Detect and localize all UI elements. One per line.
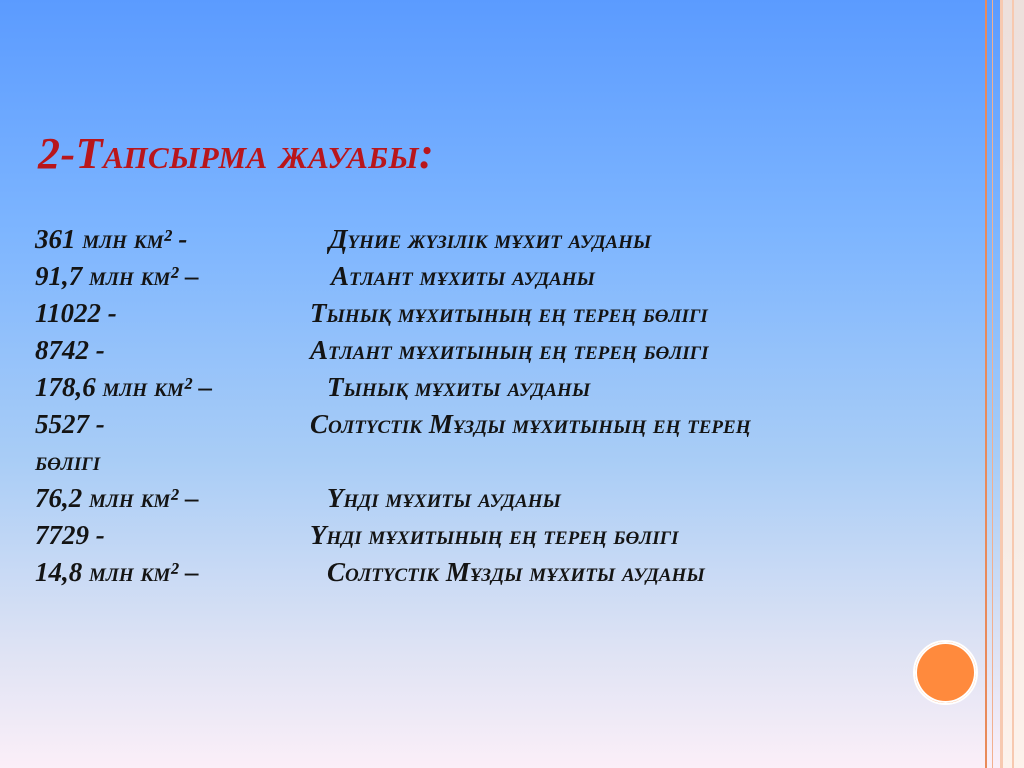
item-value: 8742 - (35, 335, 105, 365)
list-item (35, 335, 975, 372)
list-item (35, 483, 975, 520)
item-description: Үнді мұхиты ауданы (327, 483, 561, 513)
item-description: Тынық мұхиты ауданы (327, 372, 591, 402)
item-value: 14,8 млн км² – (35, 557, 199, 587)
list-item (35, 372, 975, 409)
item-value: 91,7 млн км² – (35, 261, 199, 291)
item-description: Үнді мұхитының ең терең бөлігі (310, 520, 679, 550)
slide-title (38, 128, 434, 179)
item-description: Атлант мұхитының ең терең бөлігі (310, 335, 709, 365)
item-value: 7729 - (35, 520, 105, 550)
list-item (35, 520, 975, 557)
title-number: 2- (38, 129, 76, 178)
item-value: 178,6 млн км² – (35, 372, 213, 402)
item-description: Солтүстік Мұзды мұхиты ауданы (327, 557, 705, 587)
item-description: Тынық мұхитының ең терең бөлігі (310, 298, 708, 328)
list-item (35, 557, 975, 594)
list-item (35, 446, 975, 483)
list-item (35, 298, 975, 335)
decor-circle (913, 640, 978, 705)
item-description: Атлант мұхиты ауданы (331, 261, 595, 291)
title-text: Тапсырма жауабы: (75, 129, 435, 178)
decor-line (992, 0, 993, 768)
list-item (35, 224, 975, 261)
decor-line (985, 0, 987, 768)
item-value: 76,2 млн км² – (35, 483, 199, 513)
decor-line (1000, 0, 1003, 768)
item-value: 361 млн км² - (35, 224, 188, 254)
item-description: Солтүстік Мұзды мұхитының ең терең (310, 409, 751, 439)
item-description-continued: бөлігі (35, 446, 101, 476)
list-item (35, 409, 975, 446)
item-value: 5527 - (35, 409, 105, 439)
decor-line (1012, 0, 1014, 768)
item-value: 11022 - (35, 298, 117, 328)
list-item (35, 261, 975, 298)
answer-list (35, 224, 975, 594)
item-description: Дүние жүзілік мұхит ауданы (329, 224, 652, 254)
